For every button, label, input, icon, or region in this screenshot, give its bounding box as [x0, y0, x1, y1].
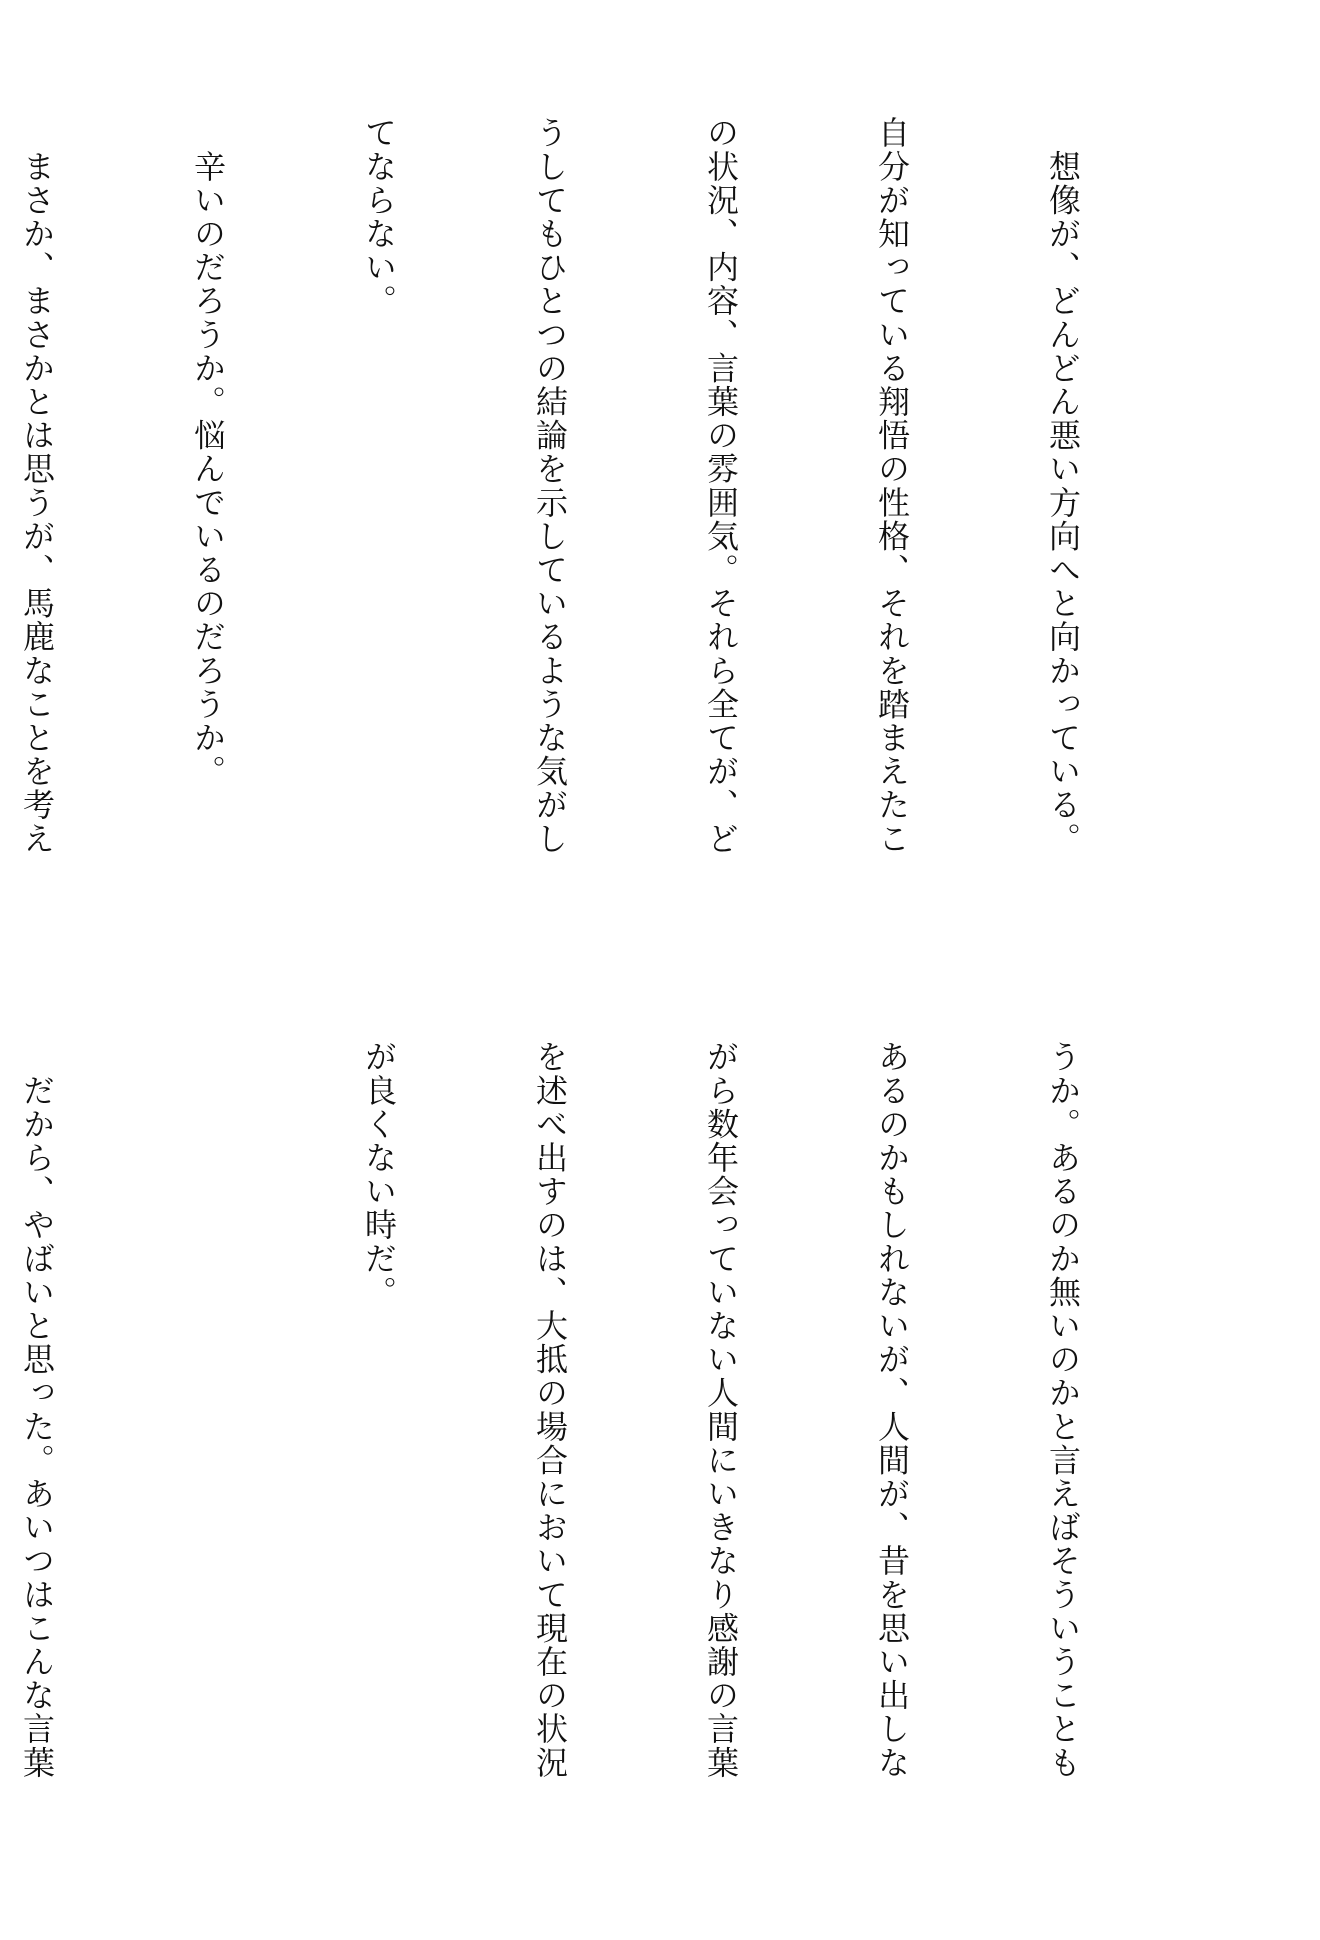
text-line: の状況、内容、言葉の雰囲気。それら全てが、ど: [702, 116, 740, 856]
text-line: うか。あるのか無いのかと言えばそういうことも: [1044, 1040, 1082, 1780]
text-line: てならない。: [360, 116, 398, 318]
text-line: がら数年会っていない人間にいきなり感謝の言葉: [702, 1040, 740, 1780]
text-line: 想像が、どんどん悪い方向へと向かっている。: [1044, 116, 1082, 856]
text-line: を述べ出すのは、大抵の場合において現在の状況: [531, 1040, 569, 1780]
text-line: だから、やばいと思った。あいつはこんな言葉: [18, 1040, 56, 1780]
text-block-lower: [0, 1040, 1205, 1830]
blank-line: [179, 1040, 236, 1830]
text-line: が良くない時だ。: [360, 1040, 398, 1309]
text-line: 辛いのだろうか。悩んでいるのだろうか。: [189, 116, 227, 788]
text-block-upper: [0, 116, 1205, 906]
text-line: 自分が知っている翔悟の性格、それを踏まえたこ: [873, 116, 911, 856]
text-line: まさか、まさかとは思うが、馬鹿なことを考え: [18, 116, 56, 856]
text-line: あるのかもしれないが、人間が、昔を思い出しな: [873, 1040, 911, 1780]
text-line: うしてもひとつの結論を示しているような気がし: [531, 116, 569, 856]
